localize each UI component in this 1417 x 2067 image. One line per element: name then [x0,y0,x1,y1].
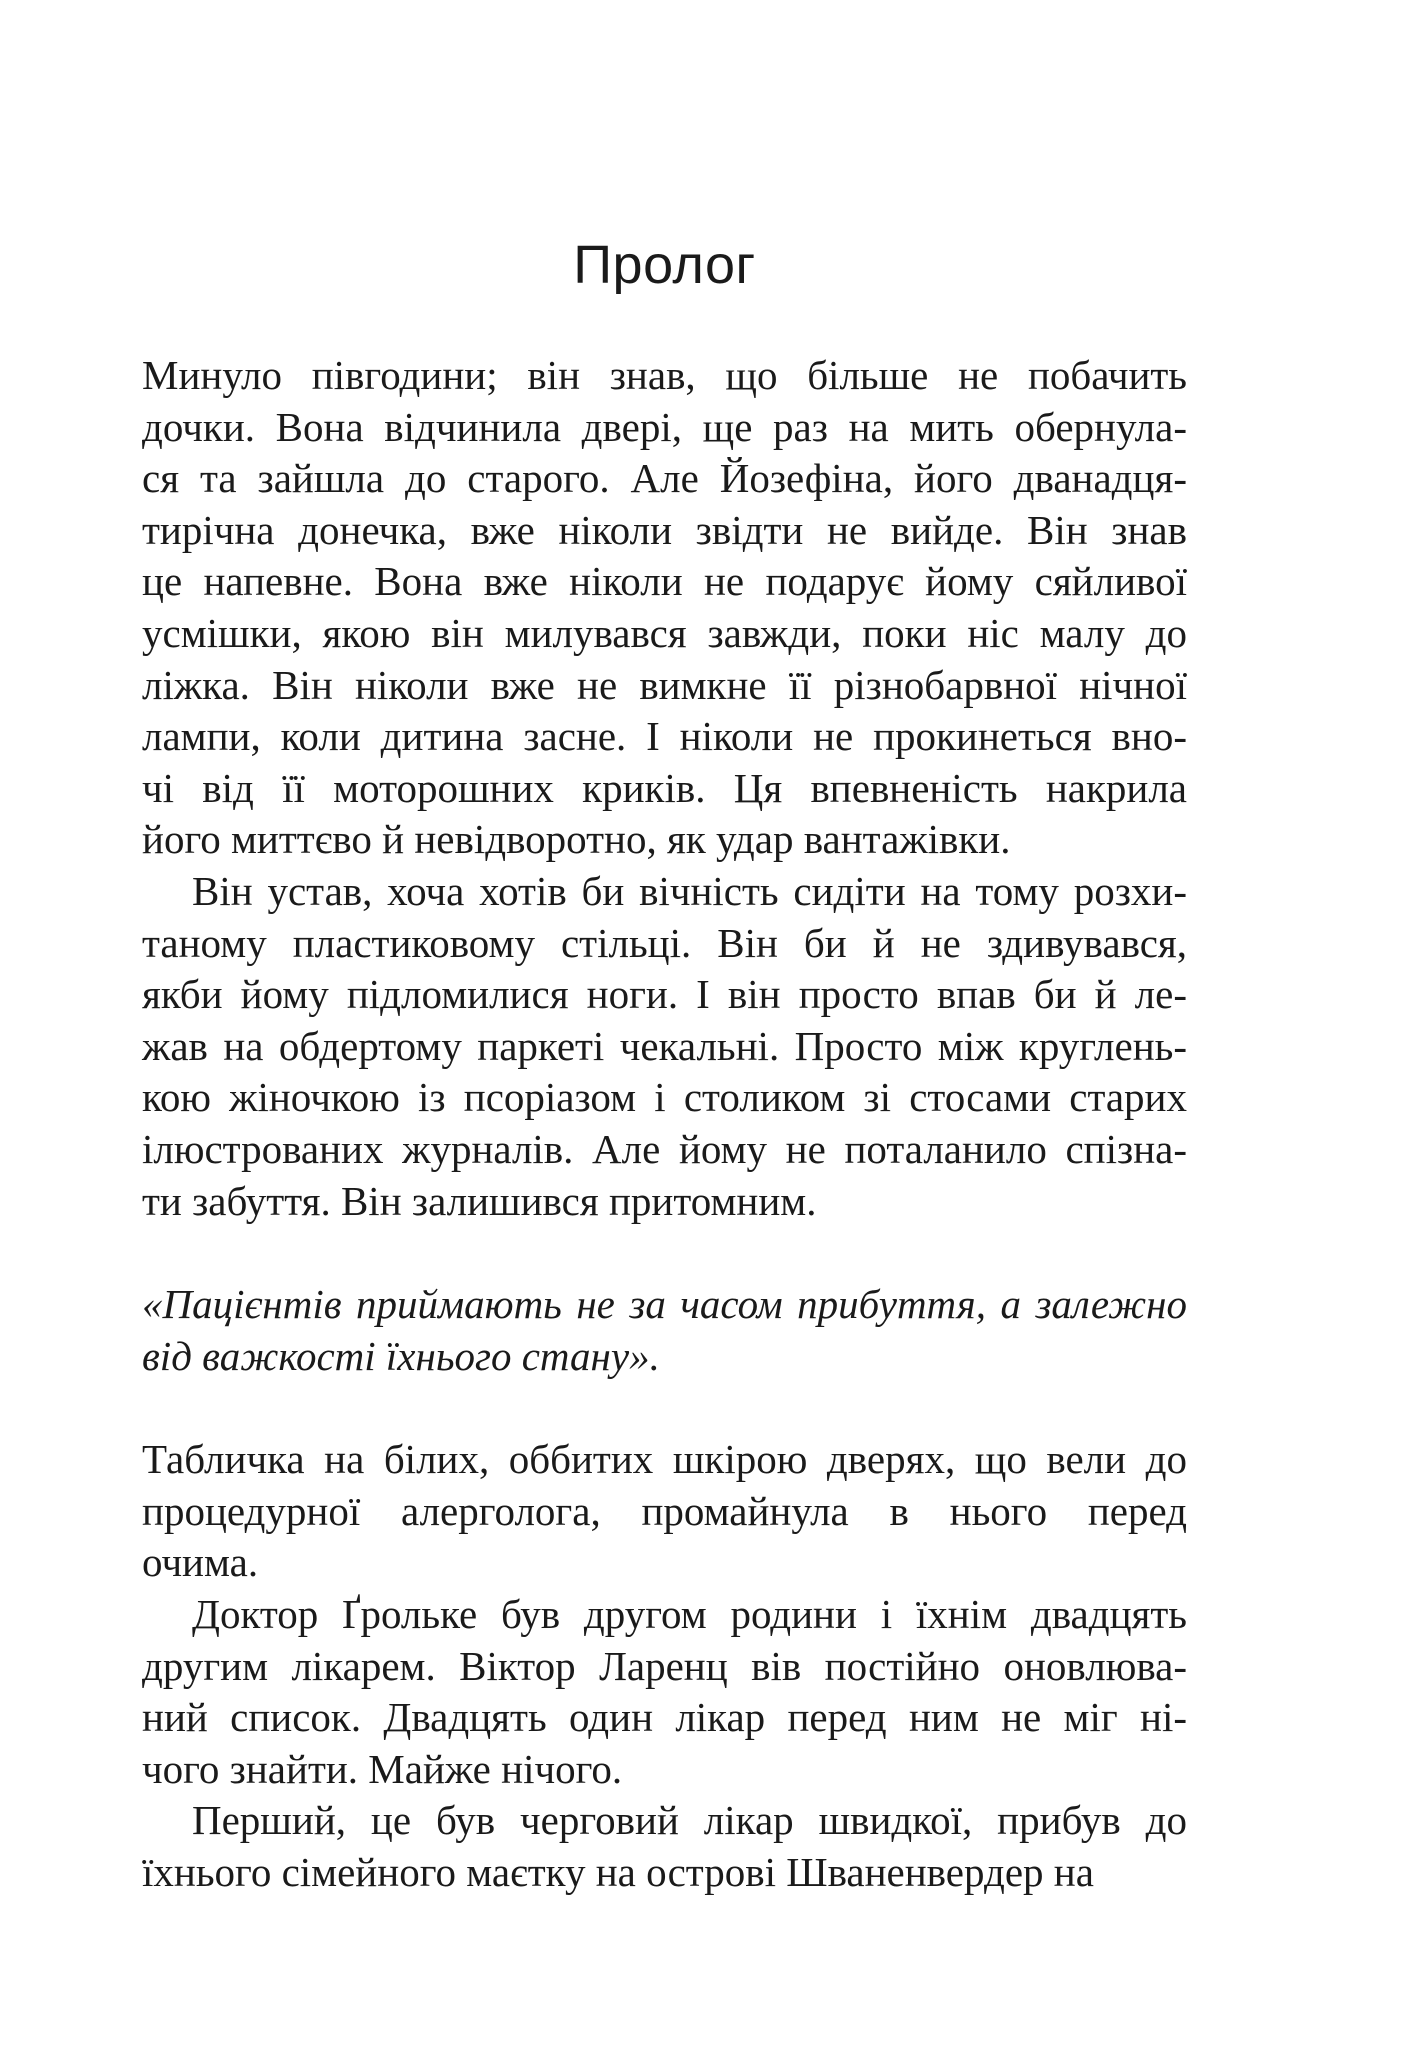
text-line: дочки. Вона відчинила двері, ще раз на мить обернула- [142,403,1187,450]
text-line: другим лікарем. Віктор Ларенц вів постійно оновлюва- [142,1642,1187,1689]
text-line: кою жіночкою із псоріазом і столиком зі стосами старих [142,1074,1187,1121]
paragraph [142,350,1187,866]
text-line: Минуло півгодини; він знав, що більше не побачить [142,352,1187,398]
text-line: ний список. Двадцять один лікар перед ним не міг ні- [142,1694,1187,1741]
text-line: від важкості їхнього стану». [142,1332,660,1379]
text-line: це напевне. Вона вже ніколи не подарує йому сяйливої [142,558,1187,605]
text-line: Табличка на білих, оббитих шкірою дверях, що вели до [142,1436,1187,1483]
text-line: ліжка. Він ніколи вже не вимкне її різнобарвної нічної [142,661,1187,708]
text-line: чого знайти. Майже нічого. [142,1745,623,1792]
text-line: ілюстрованих журналів. Але йому не поталанило спізна- [142,1125,1187,1172]
text-line: їхнього сімейного маєтку на острові Шваненвердер на [142,1849,1094,1896]
text-line: чі від її моторошних криків. Ця впевненість накрила [142,764,1187,811]
text-line: якби йому підломилися ноги. І він просто впав би й ле- [142,971,1187,1018]
paragraph [142,1589,1187,1795]
text-line: Перший, це був черговий лікар швидкої, прибув до [192,1797,1187,1844]
text-line: ти забуття. Він залишився притомним. [142,1177,817,1224]
text-line: лампи, коли дитина засне. І ніколи не прокинеться вно- [142,713,1187,760]
text-line: Він устав, хоча хотів би вічність сидіти на тому розхи- [192,867,1187,914]
text-line: усмішки, якою він милувався завжди, поки ніс малу до [142,609,1187,656]
paragraph [142,1434,1187,1589]
chapter-title: Пролог [573,235,756,295]
page-text [142,350,1187,1899]
text-line: тирічна донечка, вже ніколи звідти не вийде. Він знав [142,506,1187,553]
paragraph [142,866,1187,1227]
text-line: ся та зайшла до старого. Але Йозефіна, його дванадця- [142,455,1187,502]
paragraph [142,1795,1187,1898]
quote-block [142,1279,1187,1382]
text-line: очима. [142,1539,259,1586]
text-line: Доктор Ґрольке був другом родини і їхнім двадцять [192,1591,1187,1638]
text-line: жав на обдертому паркеті чекальні. Просто між круглень- [142,1022,1187,1069]
text-line: таному пластиковому стільці. Він би й не здивувався, [142,919,1187,966]
text-line: процедурної алерголога, промайнула в нього перед [142,1487,1187,1534]
text-line: його миттєво й невідворотно, як удар вантажівки. [142,816,1011,863]
text-line: «Пацієнтів приймають не за часом прибуття, а залежно [142,1281,1187,1328]
